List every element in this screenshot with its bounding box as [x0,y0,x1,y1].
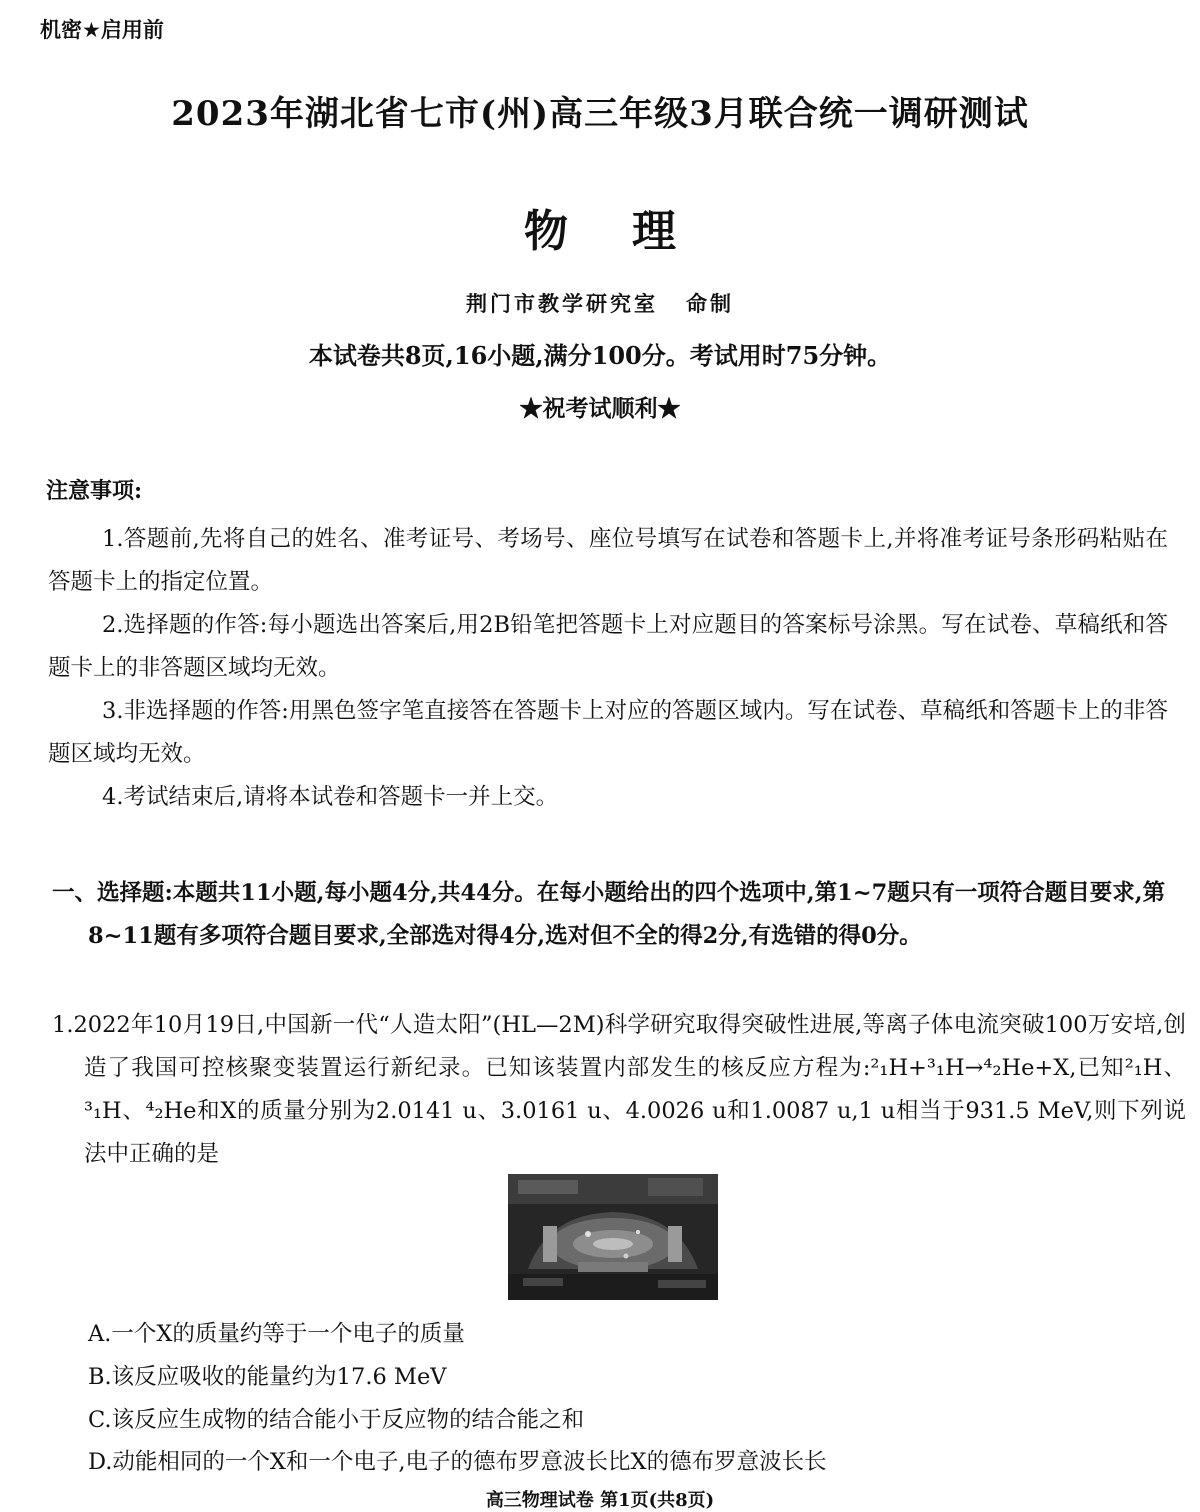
notice-item-1: 1.答题前,先将自己的姓名、准考证号、考场号、座位号填写在试卷和答题卡上,并将准考证号条形码粘贴在答题卡上的指定位置。 [48,526,1168,595]
notice-item-3: 3.非选择题的作答:用黑色签字笔直接答在答题卡上对应的答题区域内。写在试卷、草稿纸和答题卡上的非答题区域均无效。 [48,698,1168,767]
good-luck-banner: ★祝考试顺利★ [519,395,681,422]
subject-char-1: 物 [524,206,568,257]
exam-title: 2023年湖北省七市(州)高三年级3月联合统一调研测试 [171,94,1029,134]
option-a: A.一个X的质量约等于一个电子的质量 [88,1321,465,1347]
fusion-device-photo [508,1174,718,1300]
section-instructions: 一、选择题:本题共11小题,每小题4分,共44分。在每小题给出的四个选项中,第1~7题只有一项符合题目要求,第8~11题有多项符合题目要求,全部选对得4分,选对但不全的得2分,有选错的得0分。 [52,880,1166,949]
notice-heading: 注意事项: [46,478,143,504]
author-role: 命制 [686,291,734,316]
notice-item-4: 4.考试结束后,请将本试卷和答题卡一并上交。 [102,784,559,810]
option-b: B.该反应吸收的能量约为17.6 MeV [88,1364,447,1390]
option-d: D.动能相同的一个X和一个电子,电子的德布罗意波长比X的德布罗意波长长 [88,1449,827,1475]
author-line [0,288,1200,318]
option-c: C.该反应生成物的结合能小于反应物的结合能之和 [88,1407,585,1433]
subject-title [0,195,1200,259]
exam-info: 本试卷共8页,16小题,满分100分。考试用时75分钟。 [308,341,892,370]
question-1-stem: 1.2022年10月19日,中国新一代“人造太阳”(HL—2M)科学研究取得突破性进展,等离子体电流突破100万安培,创造了我国可控核聚变装置运行新纪录。已知该装置内部发生的核反应方程为:²₁H+³₁H→⁴₂He+X,已知²₁H、³₁H、⁴₂He和X的质量分别为2.0141 u、3.0161 u、4.0026 u和1.0087 u,1 u相当于931.5 MeV,则下列说法中正确的是 [52,1012,1186,1167]
page-footer: 高三物理试卷 第1页(共8页) [485,1490,715,1511]
notice-item-2: 2.选择题的作答:每小题选出答案后,用2B铅笔把答题卡上对应题目的答案标号涂黑。写在试卷、草稿纸和答题卡上的非答题区域均无效。 [48,612,1168,681]
subject-char-2: 理 [632,206,676,257]
confidential-label: 机密★启用前 [40,18,164,42]
fusion-device-illustration [508,1174,718,1300]
author-org: 荆门市教学研究室 [466,291,658,316]
